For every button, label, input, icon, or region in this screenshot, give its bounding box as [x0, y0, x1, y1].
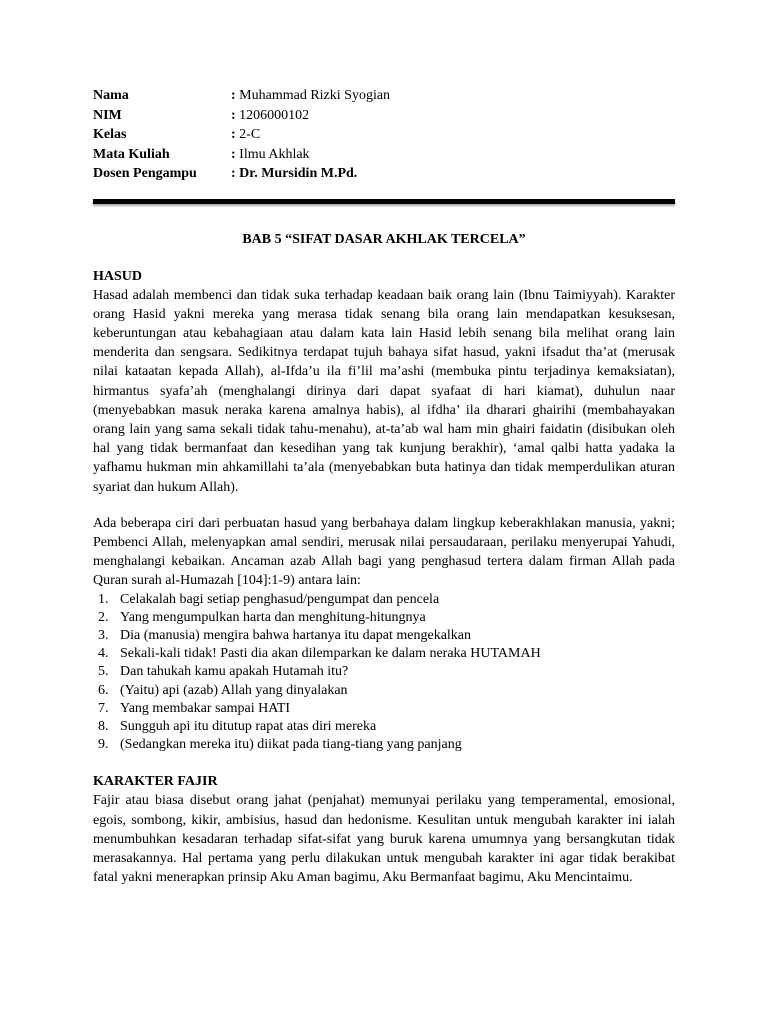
chapter-title: BAB 5 “SIFAT DASAR AKHLAK TERCELA”	[242, 231, 526, 247]
info-label: Dosen Pengampu	[93, 166, 197, 181]
header-divider	[93, 199, 675, 204]
surah-verse-list	[93, 591, 675, 755]
list-item: 4. Sekali-kali tidak! Pasti dia akan dilemparkan ke dalam neraka HUTAMAH	[98, 646, 541, 662]
list-item: 9. (Sedangkan mereka itu) diikat pada tiang-tiang yang panjang	[98, 737, 462, 753]
list-item-text: Sungguh api itu ditutup rapat atas diri mereka	[120, 718, 377, 734]
info-row-lecturer	[93, 164, 390, 184]
info-row-name	[93, 86, 390, 106]
info-row-class	[93, 125, 390, 145]
student-nim: 1206000102	[239, 107, 310, 123]
list-item-text: Sekali-kali tidak! Pasti dia akan dilemparkan ke dalam neraka HUTAMAH	[120, 646, 541, 662]
info-label: Kelas	[93, 127, 127, 142]
list-item-text: Dan tahukah kamu apakah Hutamah itu?	[120, 664, 349, 680]
info-value	[231, 125, 390, 145]
info-separator: :	[231, 107, 240, 123]
section-heading-fajir: KARAKTER FAJIR	[93, 774, 218, 790]
list-item: 7. Yang membakar sampai HATI	[98, 700, 291, 716]
list-item: 3. Dia (manusia) mengira bahwa hartanya itu dapat mengekalkan	[98, 627, 472, 643]
course-name: Ilmu Akhlak	[239, 146, 310, 162]
student-info-table	[93, 86, 390, 184]
info-separator: :	[231, 127, 240, 142]
list-item: 2. Yang mengumpulkan harta dan menghitung-hitungnya	[98, 609, 426, 625]
list-item-text: Yang membakar sampai HATI	[120, 700, 291, 716]
info-value	[231, 145, 390, 165]
info-separator: :	[231, 146, 240, 162]
info-separator: :	[231, 166, 240, 181]
info-label: NIM	[93, 107, 122, 123]
info-row-nim	[93, 106, 390, 126]
list-item: 6. (Yaitu) api (azab) Allah yang dinyalakan	[98, 682, 348, 698]
info-value	[231, 86, 390, 106]
fajir-paragraph: Fajir atau biasa disebut orang jahat (penjahat) memunyai perilaku yang temperamental, emosional, egois, sombong, kikir, ambisius, hasud dan hedonisme. Kesulitan untuk mengubah karakter ini ialah menumbuhkan kesadaran terhadap sifat-sifat yang buruk karena umumnya yang bersangkutan tidak merasakannya. Hal pertama yang perlu dilakukan untuk mengubah karakter ini agar tidak berakibat fatal yakni menerapkan prinsip Aku Aman bagimu, Aku Bermanfaat bagimu, Aku Mencintaimu.	[93, 793, 675, 886]
document-page	[93, 86, 675, 887]
list-item: 1. Celakalah bagi setiap penghasud/pengumpat dan pencela	[98, 591, 440, 607]
hasud-paragraph-1: Hasad adalah membenci dan tidak suka terhadap keadaan baik orang lain (Ibnu Taimiyyah). Karakter orang Hasid yakni mereka yang merasa tidak senang bila orang lain mendapatkan kesuksesan, keberuntungan atau kebahagiaan atau dalam kata lain Hasid lebih senang bila melihat orang lain menderita dan sengsara. Sedikitnya terdapat tujuh bahaya sifat hasud, yakni ifsadut tha’at (merusak nilai kataatan kepada Allah), al-Ifda’u ila fi’lil ma’ashi (membuka pintu terjadinya kemaksiatan), hirmantus syafa’ah (menghalangi dirinya dari dapat syafaat di hari kiamat), duhulun naar (menyebabkan masuk neraka karena amalnya habis), al ifdha’ ila dharari ghairihi (membahayakan orang lain yang sama sekali tidak tahu-menahu), at-ta’ab wal ham min ghairi faidatin (disibukan oleh hal yang tidak bermanfaat dan kesedihan yang tak kunjung berakhir), ‘amal qalbi hatta yadaka la yafhamu hukman min ahkamillahi ta’ala (menyebabkan buta hatinya dan tidak memperdulikan aturan syariat dan hukum Allah).	[93, 287, 675, 495]
list-item-text: (Yaitu) api (azab) Allah yang dinyalakan	[120, 682, 348, 698]
info-label: Nama	[93, 88, 129, 103]
hasud-paragraph-2: Ada beberapa ciri dari perbuatan hasud yang berbahaya dalam lingkup keberakhlakan manusia, yakni; Pembenci Allah, melenyapkan amal sendiri, merusak nilai persaudaraan, perilaku menyerupai Yahudi, menghalangi kebaikan. Ancaman azab Allah bagi yang penghasud tertera dalam firman Allah pada Quran surah al-Humazah [104]:1-9) antara lain:	[93, 515, 675, 589]
info-value	[231, 106, 390, 126]
list-item-text: Yang mengumpulkan harta dan menghitung-hitungnya	[120, 609, 426, 625]
info-row-course	[93, 145, 390, 165]
student-class: 2-C	[239, 127, 261, 142]
section-heading-hasud: HASUD	[93, 268, 143, 284]
info-separator: :	[231, 88, 240, 103]
list-item: 5. Dan tahukah kamu apakah Hutamah itu?	[98, 664, 349, 680]
list-item-text: (Sedangkan mereka itu) diikat pada tiang-tiang yang panjang	[120, 737, 462, 753]
student-name: Muhammad Rizki Syogian	[239, 88, 391, 103]
info-value	[231, 164, 390, 184]
info-label: Mata Kuliah	[93, 146, 170, 162]
list-item: 8. Sungguh api itu ditutup rapat atas diri mereka	[98, 718, 377, 734]
list-item-text: Dia (manusia) mengira bahwa hartanya itu dapat mengekalkan	[120, 627, 472, 643]
lecturer-name: Dr. Mursidin M.Pd.	[239, 166, 358, 181]
list-item-text: Celakalah bagi setiap penghasud/pengumpat dan pencela	[120, 591, 440, 607]
